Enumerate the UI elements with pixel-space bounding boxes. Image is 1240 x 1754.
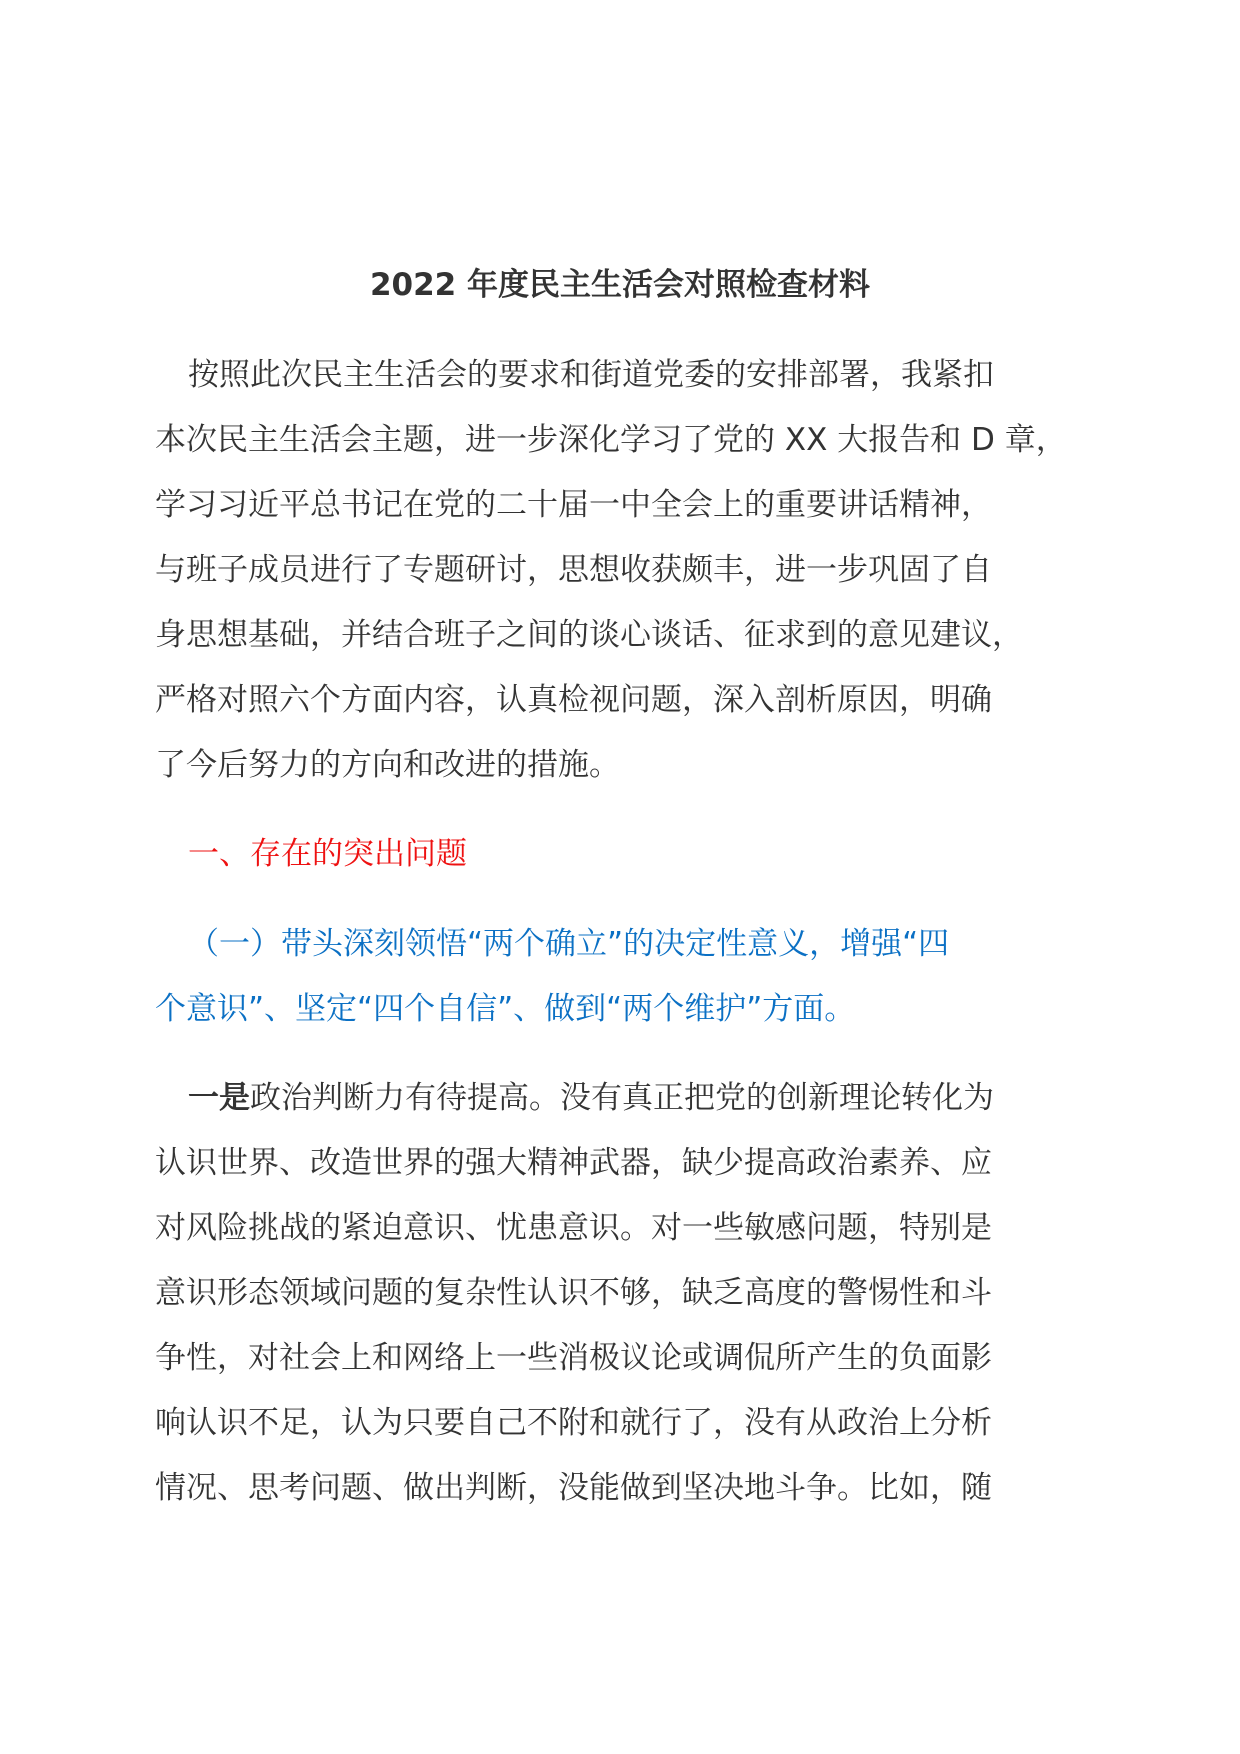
intro-line: 本次民主生活会主题，进一步深化学习了党的 XX 大报告和 D 章， <box>155 422 1067 458</box>
point-one-line: 对风险挑战的紧迫意识、忧患意识。对一些敏感问题，特别是 <box>155 1210 992 1246</box>
intro-line: 身思想基础，并结合班子之间的谈心谈话、征求到的意见建议， <box>155 617 1023 653</box>
subheading-line: （一）带头深刻领悟“两个确立”的决定性意义，增强“四 <box>188 926 950 962</box>
point-one-line: 意识形态领域问题的复杂性认识不够，缺乏高度的警惕性和斗 <box>155 1275 992 1311</box>
intro-line: 了今后努力的方向和改进的措施。 <box>155 747 620 783</box>
intro-line: 与班子成员进行了专题研讨，思想收获颇丰，进一步巩固了自 <box>155 552 992 588</box>
point-one-line: 响认识不足，认为只要自己不附和就行了，没有从政治上分析 <box>155 1405 992 1441</box>
point-one-line: 认识世界、改造世界的强大精神武器，缺少提高政治素养、应 <box>155 1145 992 1181</box>
point-one-line: 争性，对社会上和网络上一些消极议论或调侃所产生的负面影 <box>155 1340 992 1376</box>
point-one-first-line <box>188 1075 994 1121</box>
intro-line: 学习习近平总书记在党的二十届一中全会上的重要讲话精神， <box>155 487 992 523</box>
section-heading: 一、存在的突出问题 <box>188 836 467 872</box>
document-title: 2022 年度民主生活会对照检查材料 <box>369 267 871 303</box>
intro-line: 严格对照六个方面内容，认真检视问题，深入剖析原因，明确 <box>155 682 992 718</box>
subheading-line: 个意识”、坚定“四个自信”、做到“两个维护”方面。 <box>155 991 856 1027</box>
point-one-lead: 一是 <box>188 1080 250 1116</box>
point-one-first-line-text: 政治判断力有待提高。没有真正把党的创新理论转化为 <box>250 1080 994 1116</box>
point-one-line: 情况、思考问题、做出判断，没能做到坚决地斗争。比如，随 <box>155 1470 992 1506</box>
intro-line: 按照此次民主生活会的要求和街道党委的安排部署，我紧扣 <box>188 357 994 393</box>
